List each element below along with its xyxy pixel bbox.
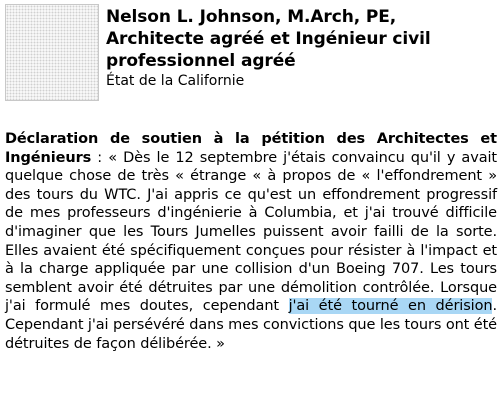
signatory-header — [106, 6, 498, 90]
statement-paragraph — [5, 130, 497, 353]
statement-body-before: : « Dès le 12 septembre j'étais convaincu qu'il y avait quelque chose de très « étrange « à propos de « l'effondrement » des tours du WTC. J'ai appris ce qu'est un effondrement progressif de mes professeurs d'ingénierie à Columbia, et j'ai trouvé difficile d'imaginer que les Tours Jumelles puissent avoir failli de la sorte. Elles avaient été spécifiquement conçues pour résister à l'impact et à la charge appliquée par une collision d'un Boeing 707. Les tours semblent avoir été détruites par une démolition contrôlée. Lorsque j'ai formulé mes doutes, cependant — [5, 149, 497, 315]
signatory-name-title: Nelson L. Johnson, M.Arch, PE, Architecte agréé et Ingénieur civil professionnel agréé — [106, 7, 431, 71]
statement-body-after: . Cependant j'ai persévéré dans mes convictions que les tours ont été détruites de façon délibérée. » — [5, 298, 498, 352]
highlighted-text: j'ai été tourné en dérision — [288, 298, 493, 315]
signatory-state: État de la Californie — [106, 73, 245, 89]
statement-lead: Déclaration de soutien à la pétition des Architectes et Ingénieurs — [5, 131, 497, 166]
portrait-image-placeholder — [5, 4, 99, 101]
